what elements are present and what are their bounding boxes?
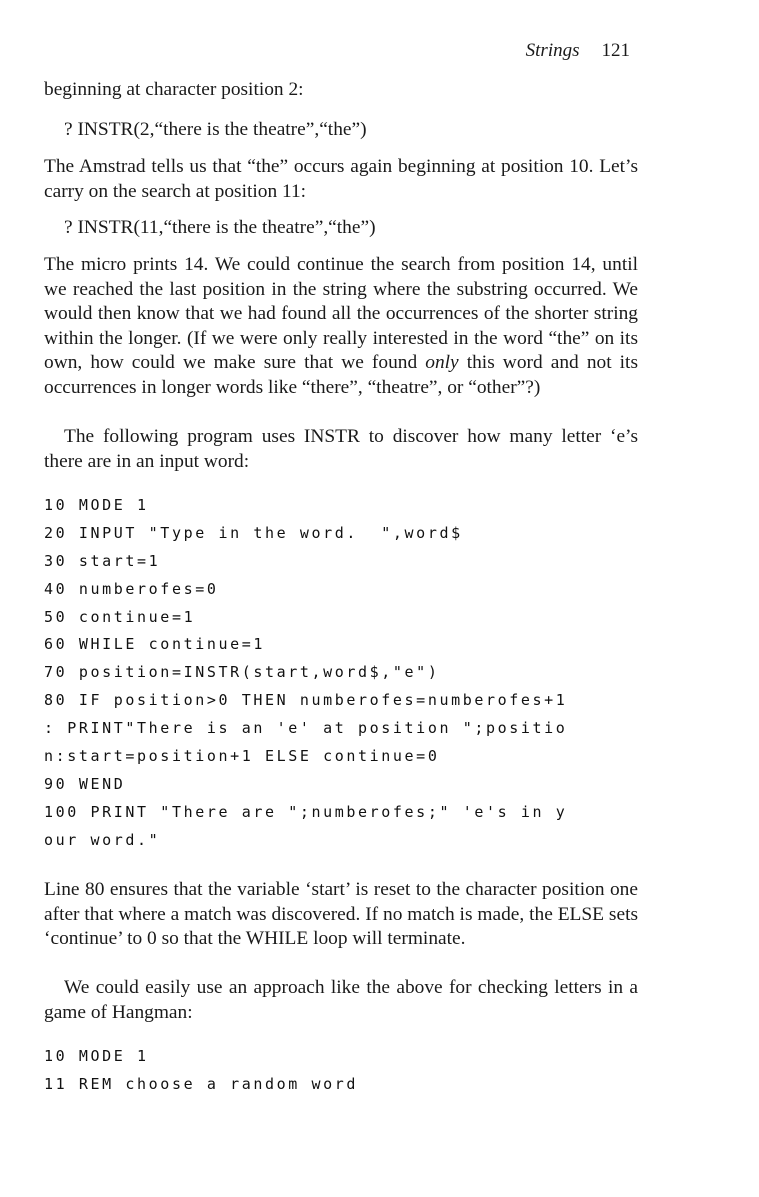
code-line: 80 IF position>0 THEN numberofes=numberofes+1 — [44, 691, 568, 710]
code-line: 60 WHILE continue=1 — [44, 635, 265, 654]
code-line: 11 REM choose a random word — [44, 1074, 359, 1093]
code-line: 70 position=INSTR(start,word$,"e") — [44, 663, 440, 682]
code-line: : PRINT"There is an 'e' at position ";positio — [44, 719, 568, 738]
example-instr-2: ? INSTR(2,“there is the theatre”,“the”) — [64, 119, 367, 140]
code-line: 30 start=1 — [44, 551, 161, 570]
section-title: Strings — [525, 40, 580, 61]
program-listing-hangman — [44, 1043, 358, 1099]
paragraph-5: Line 80 ensures that the variable ‘start’ is reset to the character position one after that where a match was discovered. If no match is made, the ELSE sets ‘continue’ to 0 so that the WHILE loop will terminate. — [44, 879, 638, 950]
paragraph-6 — [44, 976, 638, 1025]
code-line: n:start=position+1 ELSE continue=0 — [44, 747, 440, 766]
running-header — [526, 40, 630, 62]
paragraph-4-text: The following program uses INSTR to discover how many letter ‘e’s there are in an input word: — [44, 426, 638, 472]
page-number: 121 — [601, 40, 630, 61]
code-line: 50 continue=1 — [44, 607, 196, 626]
code-line: 100 PRINT "There are ";numberofes;" 'e's in y — [44, 802, 568, 821]
code-line: 10 MODE 1 — [44, 496, 149, 514]
code-line: 20 INPUT "Type in the word. ",word$ — [44, 523, 463, 542]
code-line: 40 numberofes=0 — [44, 579, 219, 598]
program-listing-count-e — [44, 492, 567, 855]
paragraph-3 — [44, 253, 638, 401]
paragraph-3-emphasis: only — [425, 352, 459, 374]
paragraph-2: The Amstrad tells us that “the” occurs again beginning at position 10. Let’s carry on the search at position 11: — [44, 156, 638, 202]
paragraph-3-text-a: The micro prints 14. We could continue the search from position 14, until we reached the last position in the string where the substring occurred. We would then know that we had found all the occurrences of the shorter string within the longer. (If we were only really interested in the word “the” on its own, how could we make sure that we found — [44, 254, 638, 374]
example-instr-11: ? INSTR(11,“there is the theatre”,“the”) — [64, 217, 376, 238]
paragraph-1: beginning at character position 2: — [44, 79, 304, 100]
paragraph-3-text-b: this word and not its occurrences in longer words like “there”, “theatre”, or “other”?) — [44, 352, 638, 398]
paragraph-6-text: We could easily use an approach like the above for checking letters in a game of Hangman: — [44, 977, 638, 1023]
code-line: 90 WEND — [44, 774, 126, 793]
paragraph-4 — [44, 425, 638, 474]
code-line: 10 MODE 1 — [44, 1047, 149, 1065]
code-line: our word." — [44, 830, 161, 849]
